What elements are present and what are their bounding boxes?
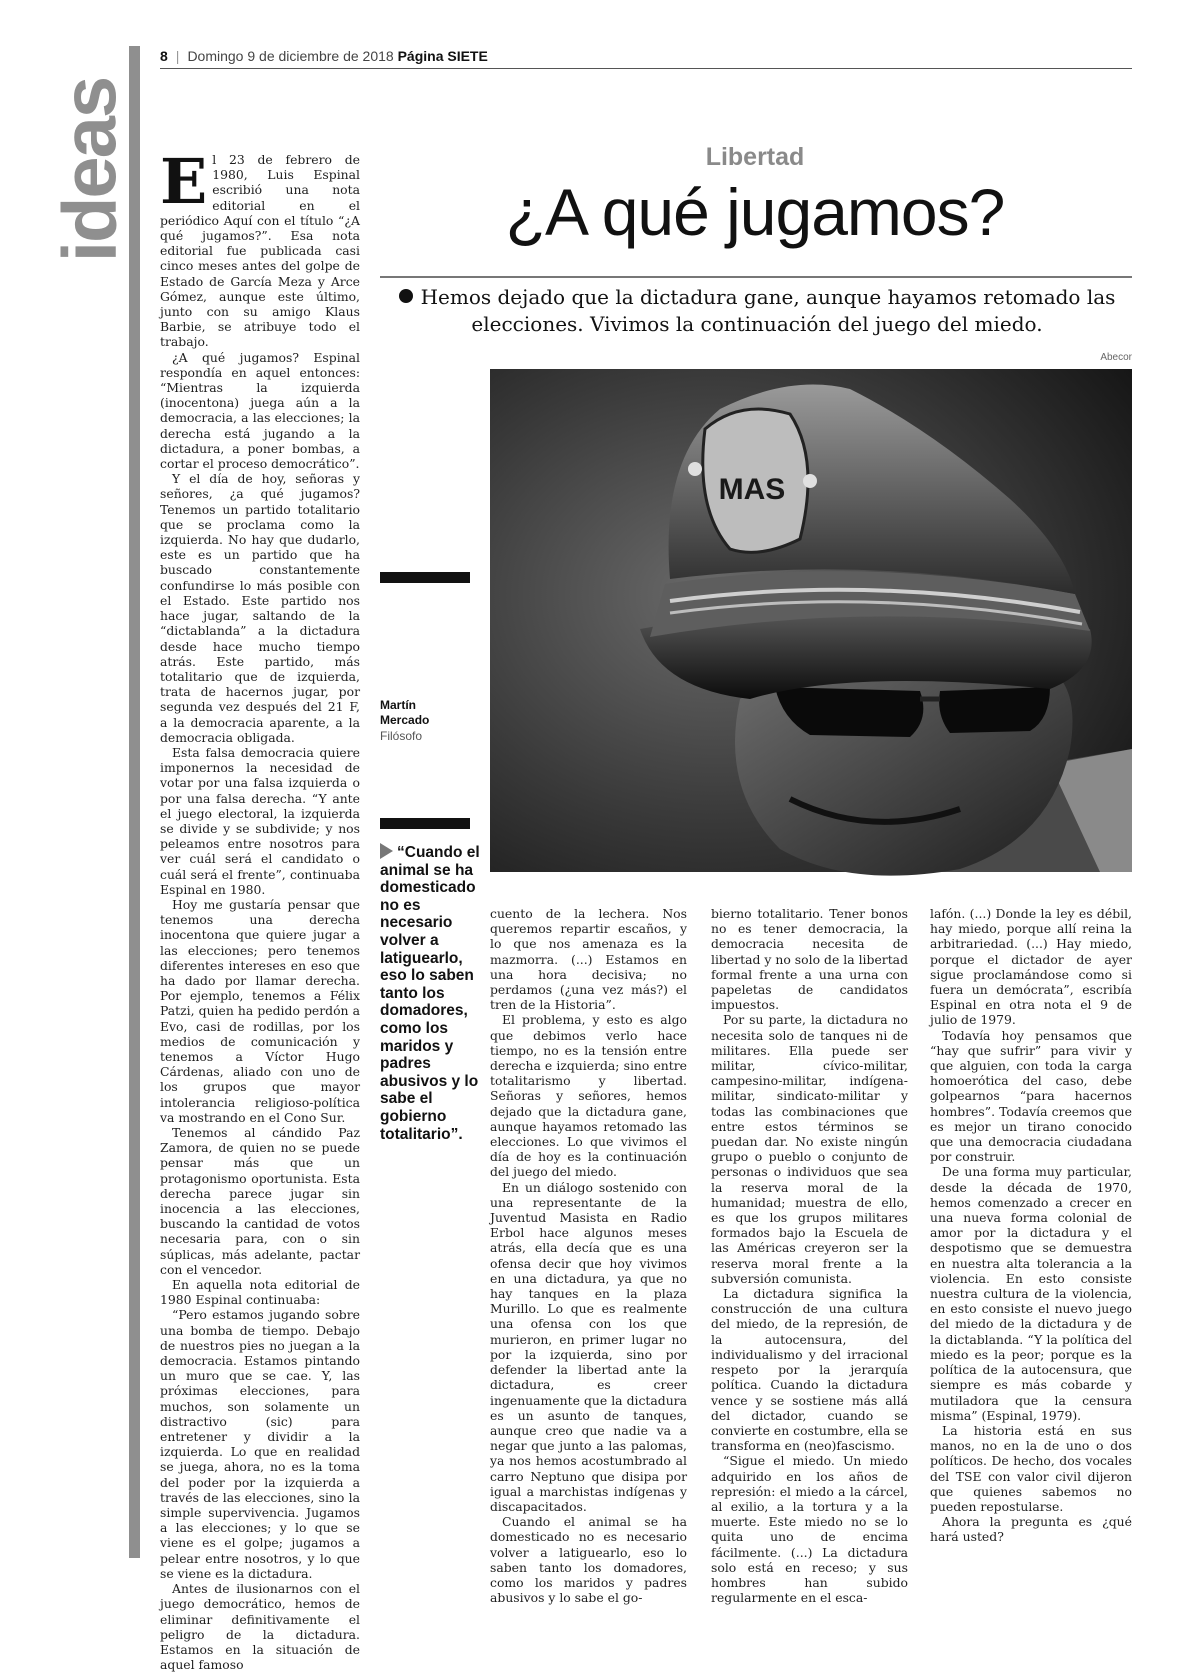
title-rule xyxy=(380,276,1132,278)
article-deck-text: Hemos dejado que la dictadura gane, aunque hayamos retomado las elecciones. Vivimos la continuación del juego del miedo. xyxy=(420,285,1116,336)
bullet-icon xyxy=(399,289,413,303)
article-paragraph: ¿A qué jugamos? Espinal respondía en aquel entonces: “Mientras la izquierda (inocentona) juega aún a la democracia, a las elecciones; la derecha está jugando a la dictadura, a poner bombas, a cortar el proceso democrático”. xyxy=(160,349,360,472)
article-column-1 xyxy=(160,145,360,1672)
article-headline: ¿A qué jugamos? xyxy=(505,175,1005,249)
author-rule-top xyxy=(380,572,470,583)
pull-quote xyxy=(380,843,480,1143)
quote-marker-icon xyxy=(380,843,393,859)
section-bar xyxy=(129,46,140,1558)
opening-text: l 23 de febrero de 1980, Luis Espinal escribió una nota editorial en el periódico Aquí con el título “¿A qué jugamos?”. Esa nota editorial fue publicada casi cinco meses antes del golpe de Estado de García Meza y Arce Gómez, aunque este último, junto con su amigo Klaus Barbie, se atribuye todo el trabajo. xyxy=(160,152,360,350)
publication-name: Página SIETE xyxy=(397,48,488,64)
article-paragraph: Ahora la pregunta es ¿qué hará usted? xyxy=(930,1514,1132,1545)
header-separator: | xyxy=(175,48,180,64)
author-last-name: Mercado xyxy=(380,713,430,727)
article-paragraph: El problema, y esto es algo que debimos verlo hace tiempo, no es la tensión entre derecha e izquierda; sino entre totalitarismo y libertad. Señoras y señores, hemos dejado que la dictadura gane, aunque hayamos retomado las elecciones. Lo que vivimos el día de hoy es la continuación del juego del miedo. xyxy=(490,1012,687,1180)
author-role: Filósofo xyxy=(380,729,423,743)
article-paragraph: Todavía hoy pensamos que “hay que sufrir” para vivir y que alguien, con toda la carga homoerótica del caso, debe golpearnos “para hacernos hombres”. Todavía creemos que es mejor un tirano conocido que una democracia ciudadana por construir. xyxy=(930,1027,1132,1165)
drop-cap: E xyxy=(160,145,208,218)
pull-quote-text: “Cuando el animal se ha domesticado no es necesario volver a latiguearlo, eso lo saben tanto los domadores, como los maridos y padres abusivos y lo sabe el gobierno totalitario”. xyxy=(380,844,480,1143)
author-first-name: Martín xyxy=(380,698,416,712)
article-kicker: Libertad xyxy=(705,143,805,171)
military-cap-caricature-image xyxy=(490,369,1132,872)
author-name xyxy=(380,698,475,728)
article-paragraph: bierno totalitario. Tener bonos no es tener democracia, la democracia necesita de libertad y no solo de la libertad formal frente a una urna con papeletas de candidatos impuestos. xyxy=(711,906,908,1013)
illustration-credit: Abecor xyxy=(1100,352,1132,363)
issue-date: Domingo 9 de diciembre de 2018 xyxy=(187,48,394,64)
article-paragraph: Tenemos al cándido Paz Zamora, de quien no se puede pensar más que un protagonismo oportunista. Esta derecha parece jugar sin inocencia a las elecciones, buscando la cantidad de votos necesaria para, con o sin súplicas, más adelante, pactar con el vencedor. xyxy=(160,1125,360,1277)
article-paragraph: Y el día de hoy, señoras y señores, ¿a qué jugamos? Tenemos un partido totalitario que se proclama como la izquierda. No hay que dudarlo, este es un partido que ha buscado constantemente confundirse lo más posible con el Estado. Este partido nos hace jugar, saltando de la “dictablanda” a la dictadura desde hace mucho tiempo atrás. Este partido, más totalitario que de izquierda, trata de hacernos jugar, por segunda vez después del 21 F, a la democracia aparente, a la democracia obligada. xyxy=(160,471,360,745)
page-number: 8 xyxy=(160,48,168,64)
article-paragraph: En un diálogo sostenido con una representante de la Juventud Masista en Radio Erbol hace algunos meses atrás, ella decía que es una ofensa decir que hoy vivimos en una dictadura, ya que no hay tanques en la plaza Murillo. Lo que es realmente una ofensa con los que murieron, en primer lugar no por la izquierda, sino por defender la libertad ante la dictadura, es creer ingenuamente que la dictadura es un asunto de tanques, aunque creo que nadie va a negar que junto a las palomas, ya nos hemos acostumbrado al carro Neptuno que disipa por igual a marchistas indígenas y discapacitados. xyxy=(490,1179,687,1514)
article-paragraph: Antes de ilusionarnos con el juego democrático, hemos de eliminar definitivamente el peligro de la dictadura. Estamos en la situación de aquel famoso xyxy=(160,1581,360,1672)
section-label-text: ideas xyxy=(47,77,133,263)
article-paragraph xyxy=(160,145,360,350)
author-rule-bottom xyxy=(380,818,470,829)
svg-text:MAS: MAS xyxy=(718,473,786,506)
article-column-4 xyxy=(930,906,1132,1564)
header-rule xyxy=(160,68,1132,69)
article-paragraph: En aquella nota editorial de 1980 Espinal continuaba: xyxy=(160,1277,360,1308)
article-deck xyxy=(392,284,1122,338)
article-paragraph: “Sigue el miedo. Un miedo adquirido en los años de represión: el miedo a la cárcel, al exilio, a la tortura y a la muerte. Este miedo no se lo quita uno de encima fácilmente. (...) La dictadura solo está en receso; y sus hombres han subido regularmente en el esca- xyxy=(711,1453,908,1606)
article-paragraph: Esta falsa democracia quiere imponernos la necesidad de votar por una falsa izquierda o por una falsa derecha. “Y ante el juego electoral, la izquierda se divide y se subdivide; y nos peleamos entre nosotros para ver cuál será el candidato o cuál será el frente”, continuaba Espinal en 1980. xyxy=(160,744,360,897)
article-paragraph: Hoy me gustaría pensar que tenemos una derecha inocentona que quiere jugar a las elecciones; pero tenemos diferentes intereses en eso que ha dado por llamar derecha. Por ejemplo, tenemos a Félix Patzi, quien ha pedido perdón a Evo, casi de rodillas, por los medios de comunicación y tenemos a Víctor Hugo Cárdenas, aliado con uno de los grupos que mayor intolerancia religioso-política va mostrando en el Cono Sur. xyxy=(160,896,360,1125)
article-paragraph: lafón. (...) Donde la ley es débil, hay miedo, porque allí reina la arbitrariedad. (...) Hay miedo, porque el dictador de ayer sigue proclamándose como si fuera un demócrata”, escribía Espinal en otra nota el 9 de julio de 1979. xyxy=(930,906,1132,1028)
article-paragraph: Cuando el animal se ha domesticado no es necesario volver a latiguearlo, eso lo saben tanto los domadores, como los maridos y padres abusivos y lo sabe el go- xyxy=(490,1514,687,1606)
article-paragraph: De una forma muy particular, desde la década de 1970, hemos comenzado a crecer en una nueva forma colonial de amor por la dictadura y el despotismo que se demuestra en nuestra alta tolerancia a la violencia. En esto consiste nuestra cultura de la violencia, en esto consiste el nuevo juego del miedo de la dictadura y de la dictablanda. “Y la política del miedo es la peor; porque es la política de la autocensura, que siempre es más cobarde y mutiladora que la censura misma” (Espinal, 1979). xyxy=(930,1164,1132,1423)
article-paragraph: La historia está en sus manos, no en la de uno o dos políticos. De hecho, dos vocales del TSE con valor civil dijeron que quienes sabemos no pueden repostularse. xyxy=(930,1422,1132,1514)
caricature-illustration xyxy=(490,369,1132,872)
article-column-2 xyxy=(490,906,687,1606)
page-header xyxy=(160,48,1132,68)
article-paragraph: La dictadura significa la construcción de una cultura del miedo, de la represión, de la autocensura, del individualismo y del irracional respeto por la jerarquía política. Cuando la dictadura vence y se sostiene más allá del dictador, cuando se convierte en costumbre, ella se transforma en (neo)fascismo. xyxy=(711,1286,908,1454)
article-paragraph: “Pero estamos jugando sobre una bomba de tiempo. Debajo de nuestros pies no juegan a la democracia. Estamos pintando un muro que se cae. Y, las próximas elecciones, para muchos, son solamente un distractivo (sic) para entretener y dividir a la izquierda. Lo que en realidad se juega, ahora, no es la toma del poder por la izquierda a través de las elecciones, sino la simple supervivencia. Jugamos a las elecciones; y lo que se viene es el golpe; jugamos a pelear entre nosotros, y lo que se viene es la dictadura. xyxy=(160,1307,360,1581)
section-label xyxy=(47,48,133,293)
article-paragraph: Por su parte, la dictadura no necesita solo de tanques ni de militares. Ella puede ser militar, cívico-militar, campesino-militar, indígena-militar, sindicato-militar y todas las combinaciones que entre estos términos se puedan dar. No existe ningún grupo o pueblo o conjunto de personas o individuos que sea la reserva moral de la humanidad; muestra de ello, es que los grupos militares formados bajo la Escuela de las Américas creyeron ser la reserva moral frente a la subversión comunista. xyxy=(711,1012,908,1286)
article-column-3 xyxy=(711,906,908,1606)
article-paragraph: cuento de la lechera. Nos queremos repartir escaños, y lo que nos amenaza es la mazmorra. (...) Estamos en una hora decisiva; no perdamos (¿una vez más?) el tren de la Historia”. xyxy=(490,906,687,1013)
